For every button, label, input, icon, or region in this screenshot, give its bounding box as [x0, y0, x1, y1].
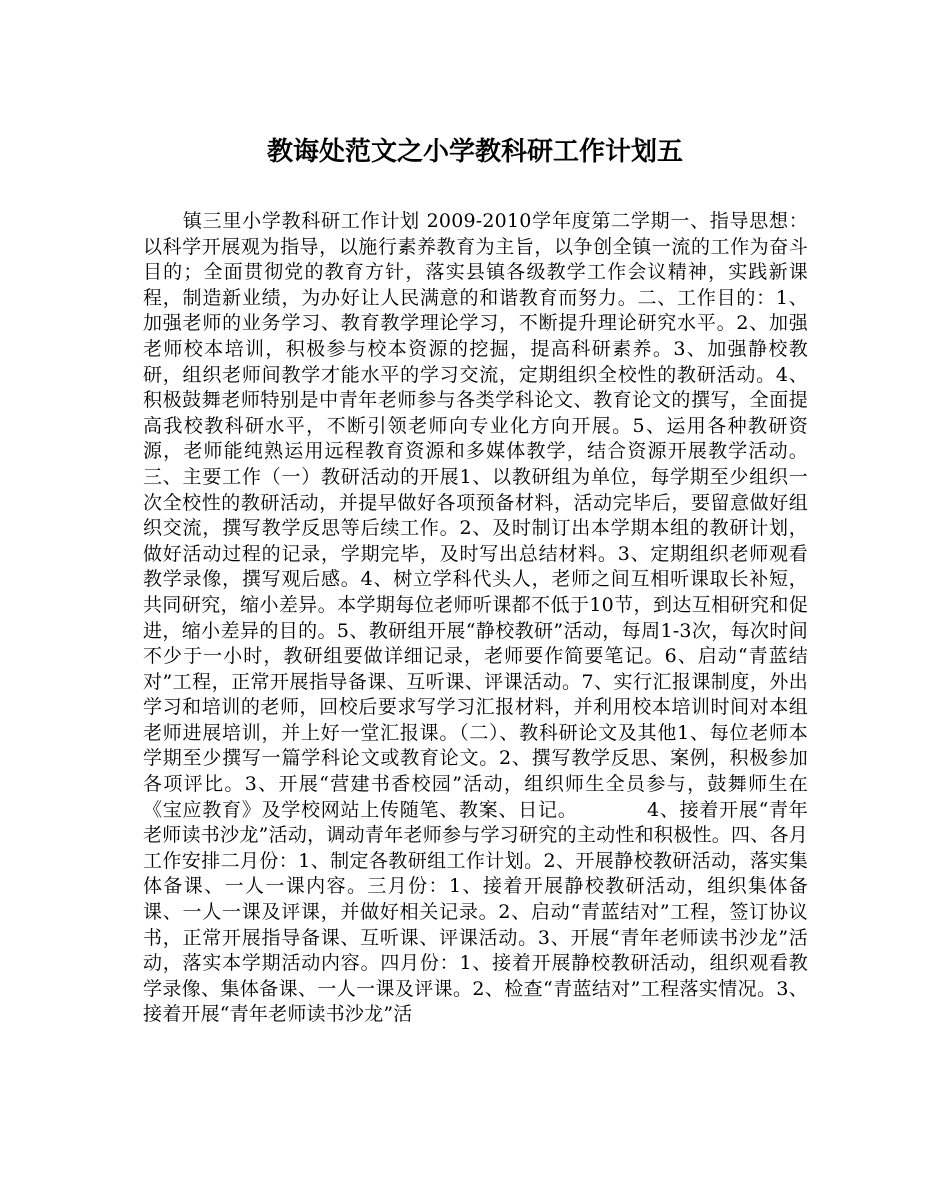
- document-body-paragraph: 镇三里小学教科研工作计划 2009-2010学年度第二学期一、指导思想：以科学开展观为指导，以施行素养教育为主旨，以争创全镇一流的工作为奋斗目的；全面贯彻党的教育方针，落实县镇各级教学工作会议精神，实践新课程，制造新业绩，为办好让人民满意的和谐教育而努力。二、工作目的：1、加强老师的业务学习、教育教学理论学习，不断提升理论研究水平。2、加强老师校本培训，积极参与校本资源的挖掘，提高科研素养。3、加强静校教研，组织老师间教学才能水平的学习交流，定期组织全校性的教研活动。4、积极鼓舞老师特别是中青年老师参与各类学科论文、教育论文的撰写，全面提高我校教科研水平，不断引领老师向专业化方向开展。5、运用各种教研资源，老师能纯熟运用远程教育资源和多媒体教学，结合资源开展教学活动。三、主要工作（一）教研活动的开展1、以教研组为单位，每学期至少组织一次全校性的教研活动，并提早做好各项预备材料，活动完毕后，要留意做好组织交流，撰写教学反思等后续工作。2、及时制订出本学期本组的教研计划，做好活动过程的记录，学期完毕，及时写出总结材料。3、定期组织老师观看教学录像，撰写观后感。4、树立学科代头人，老师之间互相听课取长补短，共同研究，缩小差异。本学期每位老师听课都不低于10节，到达互相研究和促进，缩小差异的目的。5、教研组开展“静校教研”活动，每周1-3次，每次时间不少于一小时，教研组要做详细记录，老师要作简要笔记。6、启动“青蓝结对”工程，正常开展指导备课、互听课、评课活动。7、实行汇报课制度，外出学习和培训的老师，回校后要求写学习汇报材料，并利用校本培训时间对本组老师进展培训，并上好一堂汇报课。（二）、教科研论文及其他1、每位老师本学期至少撰写一篇学科论文或教育论文。2、撰写教学反思、案例，积极参加各项评比。3、开展“营建书香校园”活动，组织师生全员参与，鼓舞师生在《宝应教育》及学校网站上传随笔、教案、日记。 4、接着开展“青年老师读书沙龙”活动，调动青年老师参与学习研究的主动性和积极性。四、各月工作安排二月份：1、制定各教研组工作计划。2、开展静校教研活动，落实集体备课、一人一课内容。三月份：1、接着开展静校教研活动，组织集体备课、一人一课及评课，并做好相关记录。2、启动“青蓝结对”工程，签订协议书，正常开展指导备课、互听课、评课活动。3、开展“青年老师读书沙龙”活动，落实本学期活动内容。四月份：1、接着开展静校教研活动，组织观看教学录像、集体备课、一人一课及评课。2、检查“青蓝结对”工程落实情况。3、接着开展“青年老师读书沙龙”活: [143, 210, 808, 1026]
- document-title: 教诲处范文之小学教科研工作计划五: [266, 137, 683, 167]
